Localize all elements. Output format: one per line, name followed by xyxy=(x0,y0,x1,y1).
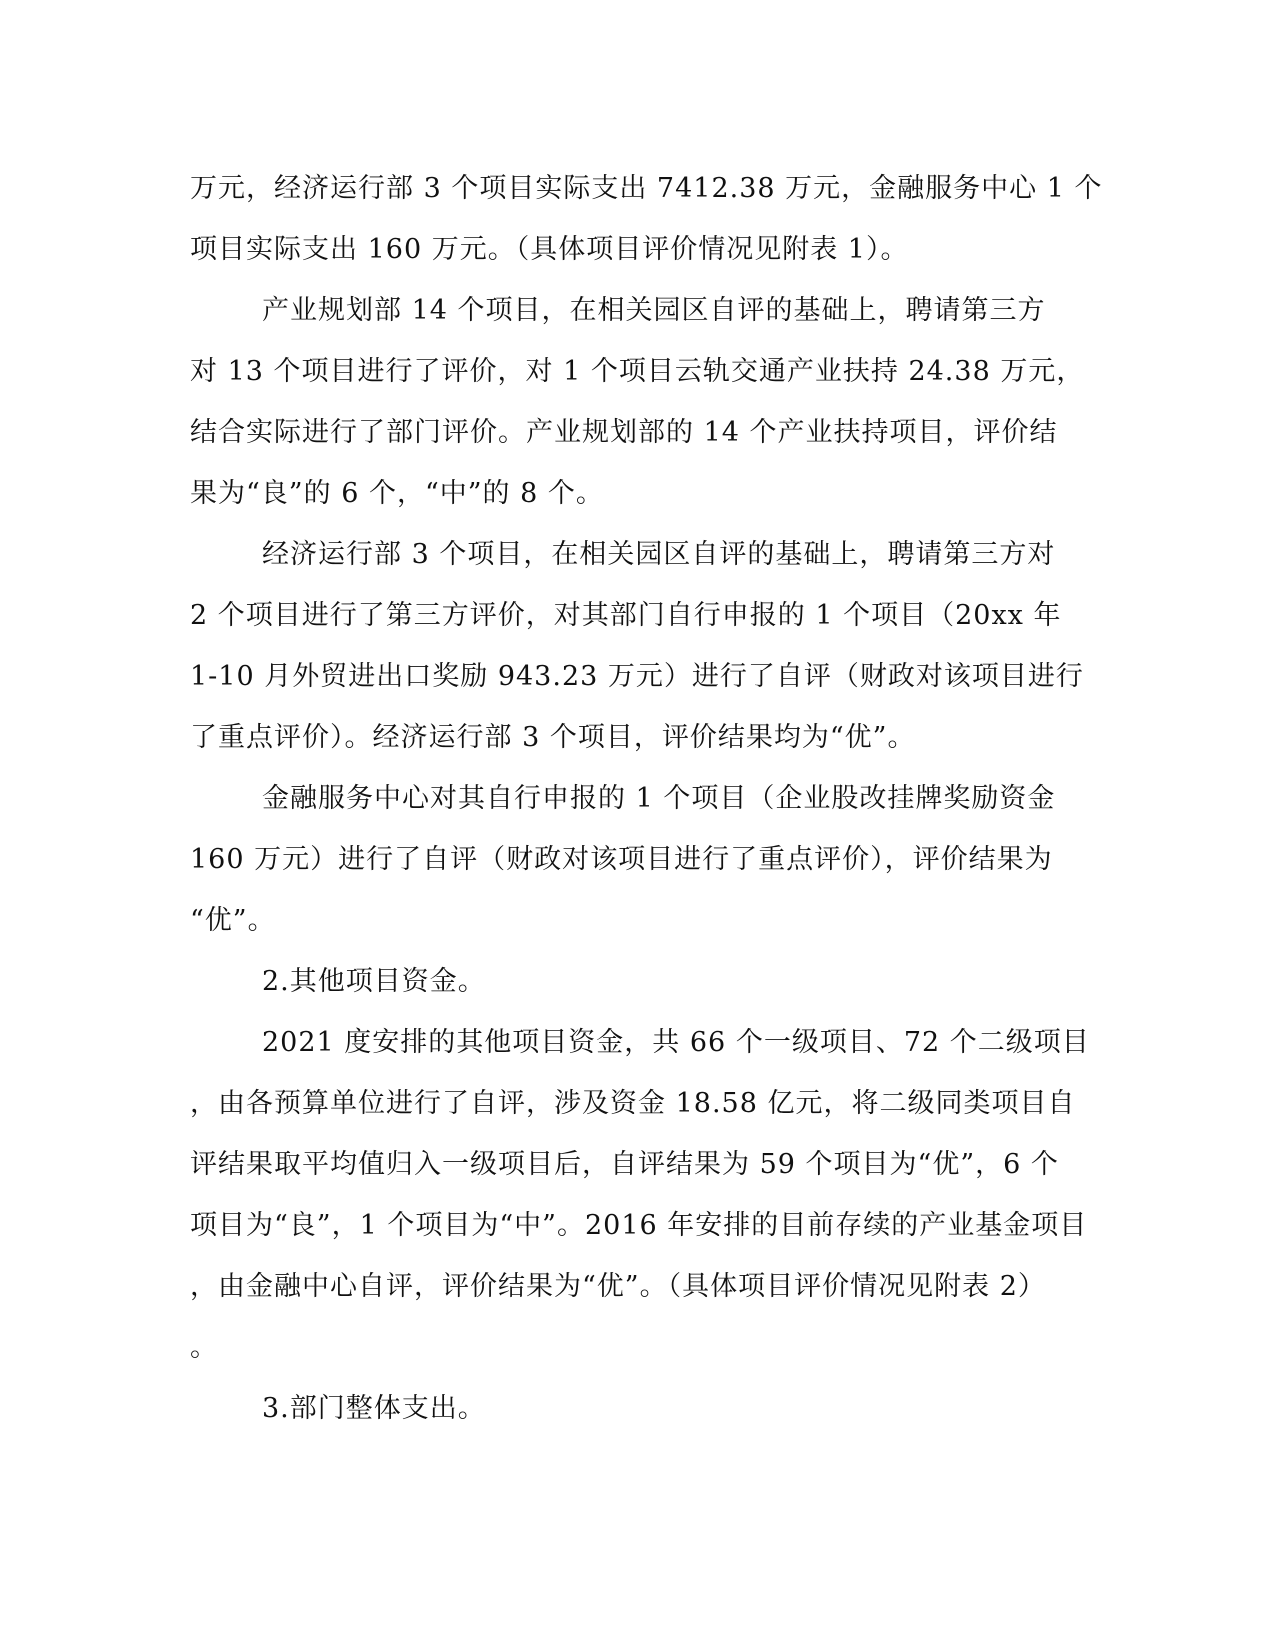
text-line: 对 13 个项目进行了评价，对 1 个项目云轨交通产业扶持 24.38 万元， xyxy=(190,356,1085,387)
text-line: 。 xyxy=(190,1332,218,1363)
text-line: 果为“良”的 6 个，“中”的 8 个。 xyxy=(190,478,604,509)
text-line: 项目实际支出 160 万元。（具体项目评价情况见附表 1）。 xyxy=(190,234,909,265)
text-line: 2 个项目进行了第三方评价，对其部门自行申报的 1 个项目（20xx 年 xyxy=(190,600,1062,631)
text-line: 3.部门整体支出。 xyxy=(262,1393,486,1424)
text-line: 项目为“良”，1 个项目为“中”。2016 年安排的目前存续的产业基金项目 xyxy=(190,1210,1088,1241)
text-line: 金融服务中心对其自行申报的 1 个项目（企业股改挂牌奖励资金 xyxy=(262,783,1056,814)
text-line: “优”。 xyxy=(190,905,276,936)
text-line: ，由金融中心自评，评价结果为“优”。（具体项目评价情况见附表 2） xyxy=(190,1271,1046,1302)
text-line: ，由各预算单位进行了自评，涉及资金 18.58 亿元，将二级同类项目自 xyxy=(190,1088,1076,1119)
text-line: 万元，经济运行部 3 个项目实际支出 7412.38 万元，金融服务中心 1 个 xyxy=(190,173,1103,204)
text-line: 1-10 月外贸进出口奖励 943.23 万元）进行了自评（财政对该项目进行 xyxy=(190,661,1084,692)
text-line: 评结果取平均值归入一级项目后，自评结果为 59 个项目为“优”，6 个 xyxy=(190,1149,1059,1180)
text-line: 产业规划部 14 个项目，在相关园区自评的基础上，聘请第三方 xyxy=(262,295,1046,326)
text-line: 结合实际进行了部门评价。产业规划部的 14 个产业扶持项目，评价结 xyxy=(190,417,1058,448)
text-line: 经济运行部 3 个项目，在相关园区自评的基础上，聘请第三方对 xyxy=(262,539,1056,570)
text-line: 2.其他项目资金。 xyxy=(262,966,486,997)
text-line: 2021 度安排的其他项目资金，共 66 个一级项目、72 个二级项目 xyxy=(262,1027,1090,1058)
text-line: 了重点评价）。经济运行部 3 个项目，评价结果均为“优”。 xyxy=(190,722,916,753)
document-body xyxy=(190,158,1103,1439)
text-line: 160 万元）进行了自评（财政对该项目进行了重点评价），评价结果为 xyxy=(190,844,1053,875)
